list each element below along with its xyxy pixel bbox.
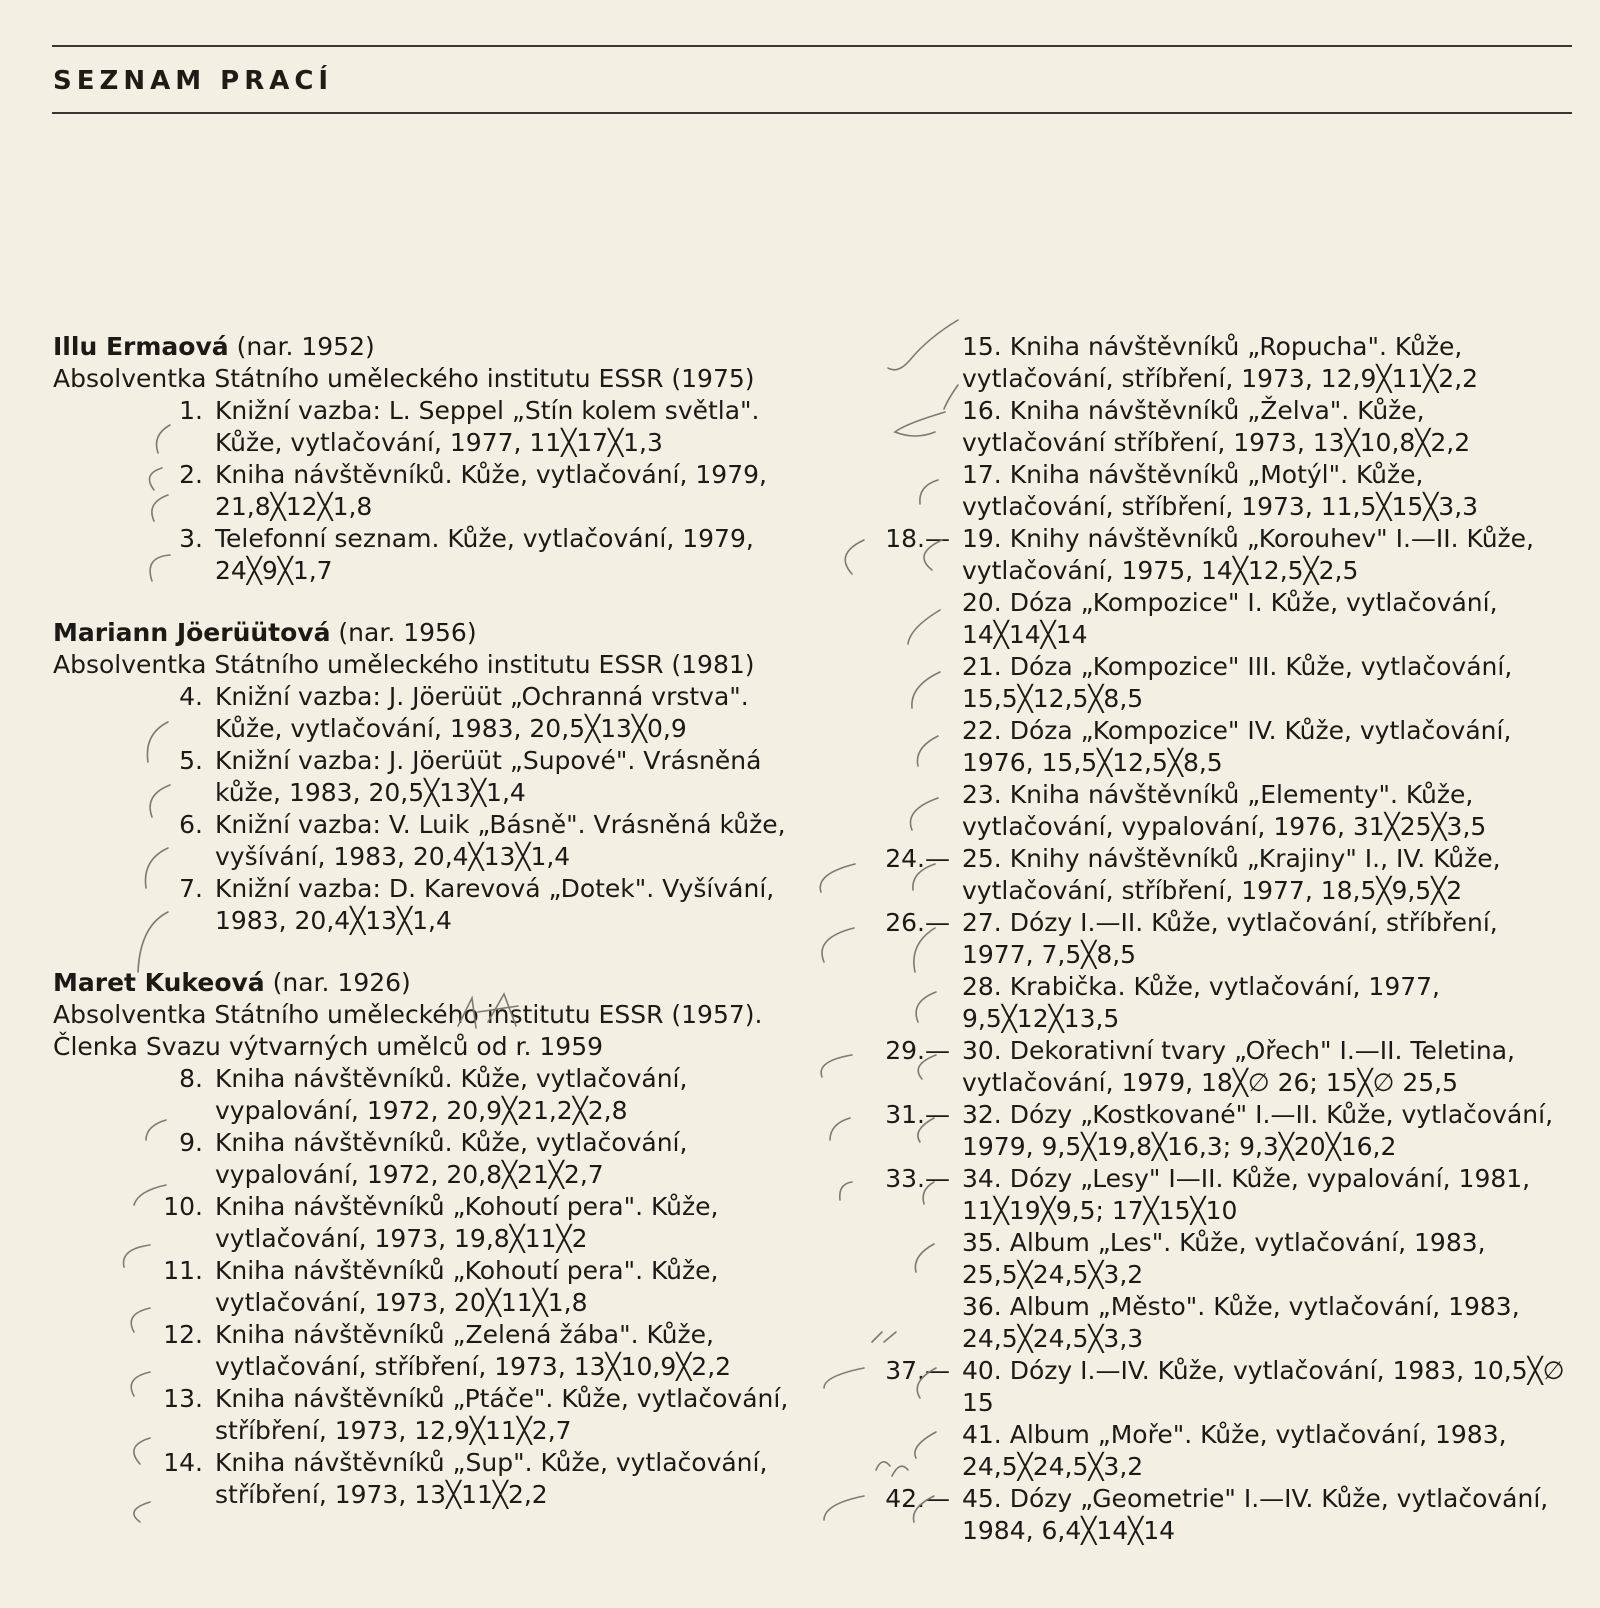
work-text: Dekorativní tvary „Ořech" I.—II. Teletina, vytlačování, 1979, 18╳∅ 26; 15╳∅ 25,5 — [962, 1036, 1516, 1097]
work-description — [962, 587, 1575, 651]
list-item — [840, 1035, 1575, 1099]
work-description — [962, 715, 1575, 779]
work-number: 25. — [962, 844, 1002, 873]
work-description — [962, 779, 1575, 843]
work-text: Kniha návštěvníků „Elementy". Kůže, vytlačování, vypalování, 1976, 31╳25╳3,5 — [962, 780, 1487, 841]
list-item — [840, 1355, 1575, 1419]
author-info: Absolventka Státního uměleckého institutu ESSR (1975) — [53, 364, 755, 393]
work-number: 8. — [179, 1064, 203, 1093]
list-item — [840, 1483, 1575, 1547]
work-range-start — [840, 715, 962, 779]
list-item — [840, 1099, 1575, 1163]
work-text: Dóza „Kompozice" IV. Kůže, vytlačování, 1976, 15,5╳12,5╳8,5 — [962, 716, 1512, 777]
work-number: 11. — [163, 1256, 203, 1285]
work-range-start — [840, 779, 962, 843]
work-number: 2. — [179, 460, 203, 489]
work-text: Dózy „Lesy" I—II. Kůže, vypalování, 1981, 11╳19╳9,5; 17╳15╳10 — [962, 1164, 1531, 1225]
author-heading — [53, 331, 813, 363]
author-name: Mariann Jöerüütová — [53, 618, 331, 647]
author-block — [53, 617, 813, 937]
list-item — [840, 587, 1575, 651]
list-item — [840, 651, 1575, 715]
author-info: Absolventka Státního uměleckého institutu ESSR (1981) — [53, 650, 755, 679]
work-description: Kniha návštěvníků „Ptáče". Kůže, vytlačování, stříbření, 1973, 12,9╳11╳2,7 — [215, 1384, 789, 1445]
work-description: Knižní vazba: L. Seppel „Stín kolem světla". Kůže, vytlačování, 1977, 11╳17╳1,3 — [215, 396, 760, 457]
work-range-start — [840, 1227, 962, 1291]
work-number: 30. — [962, 1036, 1002, 1065]
work-description: Kniha návštěvníků. Kůže, vytlačování, vypalování, 1972, 20,8╳21╳2,7 — [215, 1128, 688, 1189]
author-info: Členka Svazu výtvarných umělců od r. 1959 — [53, 1032, 604, 1061]
list-item — [53, 1319, 813, 1383]
page-heading: SEZNAM PRACÍ — [53, 66, 334, 96]
work-description: Kniha návštěvníků „Sup". Kůže, vytlačování, stříbření, 1973, 13╳11╳2,2 — [215, 1448, 768, 1509]
work-description — [962, 459, 1575, 523]
work-description: Kniha návštěvníků. Kůže, vytlačování, vypalování, 1972, 20,9╳21,2╳2,8 — [215, 1064, 688, 1125]
work-range-start: 37.— — [885, 1356, 950, 1385]
work-description — [962, 1483, 1575, 1547]
list-item — [53, 1063, 813, 1127]
list-item — [53, 1127, 813, 1191]
list-item — [840, 971, 1575, 1035]
work-text: Kniha návštěvníků „Želva". Kůže, vytlačování stříbření, 1973, 13╳10,8╳2,2 — [962, 396, 1471, 457]
list-item — [53, 1255, 813, 1319]
work-text: Dózy „Geometrie" I.—IV. Kůže, vytlačování, 1984, 6,4╳14╳14 — [962, 1484, 1549, 1545]
work-description — [962, 1227, 1575, 1291]
list-item — [840, 843, 1575, 907]
work-range-start — [840, 331, 962, 395]
work-range-start — [840, 395, 962, 459]
left-column — [53, 331, 813, 1511]
work-number: 6. — [179, 810, 203, 839]
work-text: Dózy „Kostkované" I.—II. Kůže, vytlačování, 1979, 9,5╳19,8╳16,3; 9,3╳20╳16,2 — [962, 1100, 1554, 1161]
work-description: Kniha návštěvníků „Zelená žába". Kůže, vytlačování, stříbření, 1973, 13╳10,9╳2,2 — [215, 1320, 732, 1381]
author-block — [53, 331, 813, 587]
right-column — [840, 331, 1575, 1577]
work-number: 23. — [962, 780, 1002, 809]
work-number: 19. — [962, 524, 1002, 553]
work-range-start — [840, 1291, 962, 1355]
work-range-start — [840, 459, 962, 523]
work-range-start: 29.— — [885, 1036, 950, 1065]
work-description — [962, 1291, 1575, 1355]
works-list — [53, 681, 813, 937]
work-number: 20. — [962, 588, 1002, 617]
work-description: Kniha návštěvníků. Kůže, vytlačování, 1979, 21,8╳12╳1,8 — [215, 460, 767, 521]
work-description — [962, 843, 1575, 907]
author-born: (nar. 1952) — [236, 332, 375, 361]
work-description — [962, 1163, 1575, 1227]
list-item — [840, 907, 1575, 971]
author-born: (nar. 1956) — [338, 618, 477, 647]
work-number: 13. — [163, 1384, 203, 1413]
work-number: 16. — [962, 396, 1002, 425]
work-range-start: 33.— — [885, 1164, 950, 1193]
work-range-start: 26.— — [885, 908, 950, 937]
work-range-start: 24.— — [885, 844, 950, 873]
work-text: Dóza „Kompozice" I. Kůže, vytlačování, 14╳14╳14 — [962, 588, 1498, 649]
work-text: Dóza „Kompozice" III. Kůže, vytlačování, 15,5╳12,5╳8,5 — [962, 652, 1513, 713]
work-number: 41. — [962, 1420, 1002, 1449]
work-text: Album „Město". Kůže, vytlačování, 1983, 24,5╳24,5╳3,3 — [962, 1292, 1520, 1353]
work-range-start: 42.— — [885, 1484, 950, 1513]
work-description — [962, 971, 1575, 1035]
top-rule — [52, 45, 1572, 47]
work-range-start — [840, 971, 962, 1035]
work-text: Kniha návštěvníků „Ropucha". Kůže, vytlačování, stříbření, 1973, 12,9╳11╳2,2 — [962, 332, 1479, 393]
work-description: Knižní vazba: D. Karevová „Dotek". Vyšívání, 1983, 20,4╳13╳1,4 — [215, 874, 775, 935]
work-number: 12. — [163, 1320, 203, 1349]
work-text: Knihy návštěvníků „Krajiny" I., IV. Kůže, vytlačování, stříbření, 1977, 18,5╳9,5╳2 — [962, 844, 1501, 905]
work-number: 4. — [179, 682, 203, 711]
list-item — [840, 331, 1575, 395]
list-item — [53, 745, 813, 809]
list-item — [840, 1163, 1575, 1227]
work-number: 1. — [179, 396, 203, 425]
author-block — [53, 967, 813, 1511]
author-born: (nar. 1926) — [272, 968, 411, 997]
work-number: 34. — [962, 1164, 1002, 1193]
work-number: 40. — [962, 1356, 1002, 1385]
work-range-start — [840, 651, 962, 715]
work-number: 10. — [163, 1192, 203, 1221]
list-item — [53, 809, 813, 873]
work-description: Telefonní seznam. Kůže, vytlačování, 1979, 24╳9╳1,7 — [215, 524, 754, 585]
work-number: 32. — [962, 1100, 1002, 1129]
work-description — [962, 651, 1575, 715]
author-name: Maret Kukeová — [53, 968, 265, 997]
author-heading — [53, 617, 813, 649]
work-description: Kniha návštěvníků „Kohoutí pera". Kůže, vytlačování, 1973, 19,8╳11╳2 — [215, 1192, 719, 1253]
work-description — [962, 1419, 1575, 1483]
work-text: Album „Moře". Kůže, vytlačování, 1983, 24,5╳24,5╳3,2 — [962, 1420, 1507, 1481]
list-item — [840, 1291, 1575, 1355]
works-list — [53, 1063, 813, 1511]
list-item — [840, 523, 1575, 587]
work-number: 35. — [962, 1228, 1002, 1257]
work-number: 45. — [962, 1484, 1002, 1513]
list-item — [53, 459, 813, 523]
work-text: Album „Les". Kůže, vytlačování, 1983, 25,5╳24,5╳3,2 — [962, 1228, 1486, 1289]
work-description — [962, 907, 1575, 971]
author-heading — [53, 967, 813, 999]
list-item — [53, 1191, 813, 1255]
work-number: 17. — [962, 460, 1002, 489]
list-item — [53, 395, 813, 459]
work-description — [962, 1099, 1575, 1163]
list-item — [53, 1383, 813, 1447]
list-item — [53, 1447, 813, 1511]
work-description — [962, 395, 1575, 459]
work-number: 3. — [179, 524, 203, 553]
list-item — [840, 779, 1575, 843]
work-description: Knižní vazba: J. Jöerüüt „Ochranná vrstva". Kůže, vytlačování, 1983, 20,5╳13╳0,9 — [215, 682, 749, 743]
list-item — [840, 1419, 1575, 1483]
work-number: 14. — [163, 1448, 203, 1477]
work-text: Kniha návštěvníků „Motýl". Kůže, vytlačování, stříbření, 1973, 11,5╳15╳3,3 — [962, 460, 1479, 521]
work-range-start: 18.— — [885, 524, 950, 553]
work-description: Knižní vazba: J. Jöerüüt „Supové". Vrásněná kůže, 1983, 20,5╳13╳1,4 — [215, 746, 762, 807]
work-text: Krabička. Kůže, vytlačování, 1977, 9,5╳12╳13,5 — [962, 972, 1440, 1033]
list-item — [840, 459, 1575, 523]
work-range-start — [840, 587, 962, 651]
work-description — [962, 1035, 1575, 1099]
list-item — [53, 681, 813, 745]
works-list-continued — [840, 331, 1575, 1547]
author-name: Illu Ermaová — [53, 332, 229, 361]
work-number: 21. — [962, 652, 1002, 681]
work-number: 7. — [179, 874, 203, 903]
list-item — [53, 873, 813, 937]
work-description: Knižní vazba: V. Luik „Básně". Vrásněná kůže, vyšívání, 1983, 20,4╳13╳1,4 — [215, 810, 786, 871]
work-number: 22. — [962, 716, 1002, 745]
work-range-start — [840, 1419, 962, 1483]
work-number: 15. — [962, 332, 1002, 361]
work-number: 27. — [962, 908, 1002, 937]
work-text: Dózy I.—IV. Kůže, vytlačování, 1983, 10,5╳∅ 15 — [962, 1356, 1565, 1417]
work-text: Dózy I.—II. Kůže, vytlačování, stříbření, 1977, 7,5╳8,5 — [962, 908, 1498, 969]
work-text: Knihy návštěvníků „Korouhev" I.—II. Kůže, vytlačování, 1975, 14╳12,5╳2,5 — [962, 524, 1534, 585]
work-description — [962, 1355, 1575, 1419]
list-item — [840, 395, 1575, 459]
work-number: 9. — [179, 1128, 203, 1157]
work-number: 5. — [179, 746, 203, 775]
work-number: 28. — [962, 972, 1002, 1001]
list-item — [53, 523, 813, 587]
author-info: Absolventka Státního uměleckého institutu ESSR (1957). — [53, 1000, 763, 1029]
work-description — [962, 523, 1575, 587]
work-range-start: 31.— — [885, 1100, 950, 1129]
heading-rule — [52, 112, 1572, 114]
work-number: 36. — [962, 1292, 1002, 1321]
works-list — [53, 395, 813, 587]
work-description: Kniha návštěvníků „Kohoutí pera". Kůže, vytlačování, 1973, 20╳11╳1,8 — [215, 1256, 719, 1317]
work-description — [962, 331, 1575, 395]
list-item — [840, 1227, 1575, 1291]
list-item — [840, 715, 1575, 779]
